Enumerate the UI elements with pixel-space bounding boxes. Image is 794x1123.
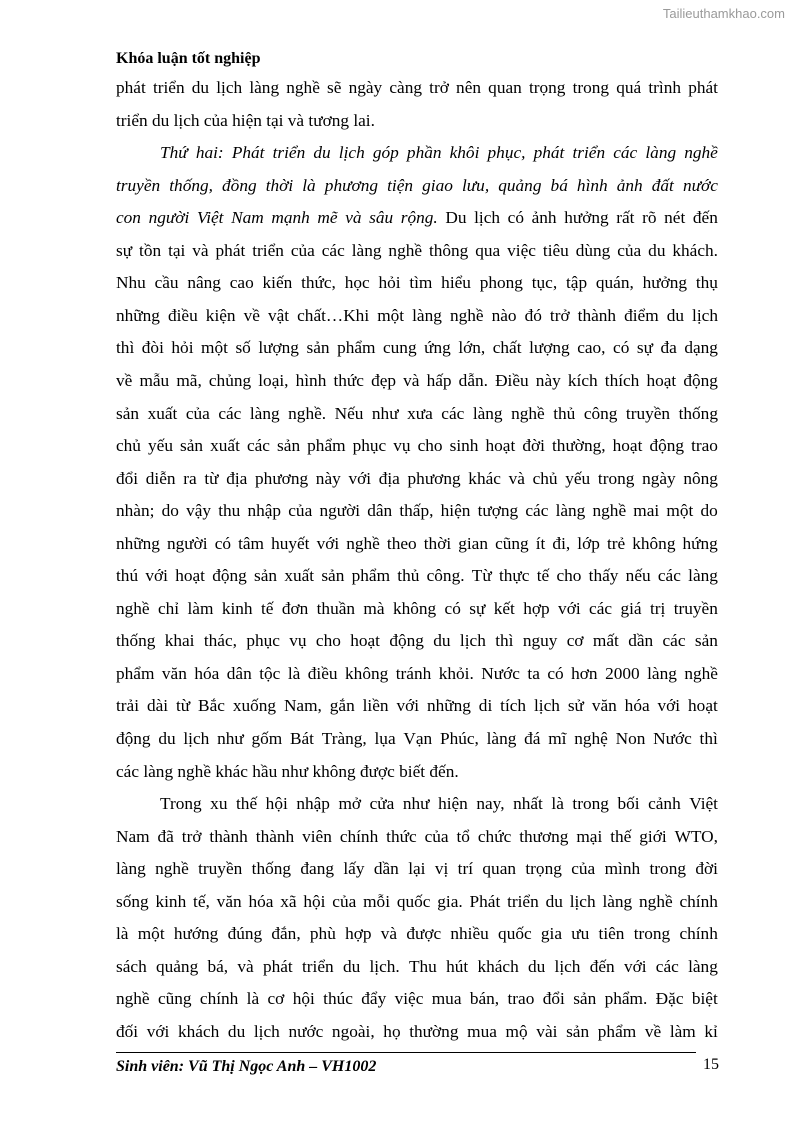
text-line: sống kinh tế, văn hóa xã hội của mỗi quốc gia. Phát triển du lịch làng nghề chính: [116, 891, 718, 911]
text-line: sách quảng bá, và phát triển du lịch. Thu hút khách du lịch đến với các làng: [116, 956, 718, 976]
text-line: Nam đã trở thành thành viên chính thức của tổ chức thương mại thế giới WTO,: [116, 826, 718, 846]
text-line: các làng nghề khác hầu như không được biết đến.: [116, 761, 459, 781]
text-line: triển du lịch của hiện tại và tương lai.: [116, 110, 375, 130]
text-line: sản xuất của các làng nghề. Nếu như xưa các làng nghề thủ công truyền thống: [116, 403, 718, 423]
text-line: động du lịch như gốm Bát Tràng, lụa Vạn Phúc, làng đá mĩ nghệ Non Nước thì: [116, 729, 718, 748]
text-line: truyền thống, đồng thời là phương tiện giao lưu, quảng bá hình ảnh đất nước: [116, 175, 718, 195]
text-line: thì đòi hỏi một số lượng sản phẩm cung ứng lớn, chất lượng cao, có sự đa dạng: [116, 338, 718, 358]
text-line: là một hướng đúng đắn, phù hợp và được nhiều quốc gia ưu tiên trong chính: [116, 924, 718, 944]
text-line: thống khai thác, phục vụ cho hoạt động du lịch thì nguy cơ mất dần các sản: [116, 631, 718, 651]
text-line: những người có tâm huyết với nghề theo thời gian cũng ít đi, lớp trẻ không hứng: [116, 533, 718, 553]
text-line: nghề chỉ làm kinh tế đơn thuần mà không có sự kết hợp với các giá trị truyền: [116, 598, 718, 618]
text-line: về mẫu mã, chủng loại, hình thức đẹp và hấp dẫn. Điều này kích thích hoạt động: [116, 370, 718, 390]
text-line: Trong xu thế hội nhập mở cửa như hiện nay, nhất là trong bối cảnh Việt: [160, 794, 718, 814]
text-line: trải dài từ Bắc xuống Nam, gắn liền với những di tích lịch sử văn hóa với hoạt: [116, 696, 718, 716]
page-number: 15: [703, 1056, 719, 1073]
text-line: đổi diễn ra từ địa phương này với địa phương khác và chủ yếu trong ngày nông: [116, 468, 718, 488]
footer-author: Sinh viên: Vũ Thị Ngọc Anh – VH1002: [116, 1058, 377, 1075]
text-line: nhàn; do vậy thu nhập của người dân thấp, hiện tượng các làng nghề mai một do: [116, 501, 718, 521]
text-line: chủ yếu sản xuất các sản phẩm phục vụ cho sinh hoạt đời thường, hoạt động trao: [116, 436, 718, 455]
text-line: đối với khách du lịch nước ngoài, họ thường mua mộ vài sản phẩm về làm kỉ: [116, 1021, 718, 1041]
text-line: con người Việt Nam mạnh mẽ và sâu rộng. Du lịch có ảnh hưởng rất rõ nét đến: [116, 208, 718, 228]
text-line: thú với hoạt động sản xuất sản phẩm thủ công. Từ thực tế cho thấy nếu các làng: [116, 566, 718, 586]
text-line: Nhu cầu nâng cao kiến thức, học hỏi tìm hiểu phong tục, tập quán, hưởng thụ: [116, 273, 718, 293]
text-line: Thứ hai: Phát triển du lịch góp phần khôi phục, phát triển các làng nghề: [160, 143, 718, 163]
watermark: Tailieuthamkhao.com: [662, 6, 785, 21]
footer-rule: [116, 1052, 696, 1053]
text-line: những điều kiện về vật chất…Khi một làng nghề nào đó trở thành điểm du lịch: [116, 305, 718, 325]
text-line: phẩm văn hóa dân tộc là điều không tránh khỏi. Nước ta có hơn 2000 làng nghề: [116, 663, 718, 683]
text-line: phát triển du lịch làng nghề sẽ ngày càng trở nên quan trọng trong quá trình phát: [116, 78, 718, 97]
text-line: làng nghề truyền thống đang lấy dần lại vị trí quan trọng của mình trong đời: [116, 859, 718, 879]
header-title: Khóa luận tốt nghiệp: [116, 50, 261, 67]
text-line: sự tồn tại và phát triển của các làng nghề thông qua việc tiêu dùng của du khách.: [116, 240, 718, 260]
text-line: nghề cũng chính là cơ hội thúc đẩy việc mua bán, trao đổi sản phẩm. Đặc biệt: [116, 989, 718, 1009]
